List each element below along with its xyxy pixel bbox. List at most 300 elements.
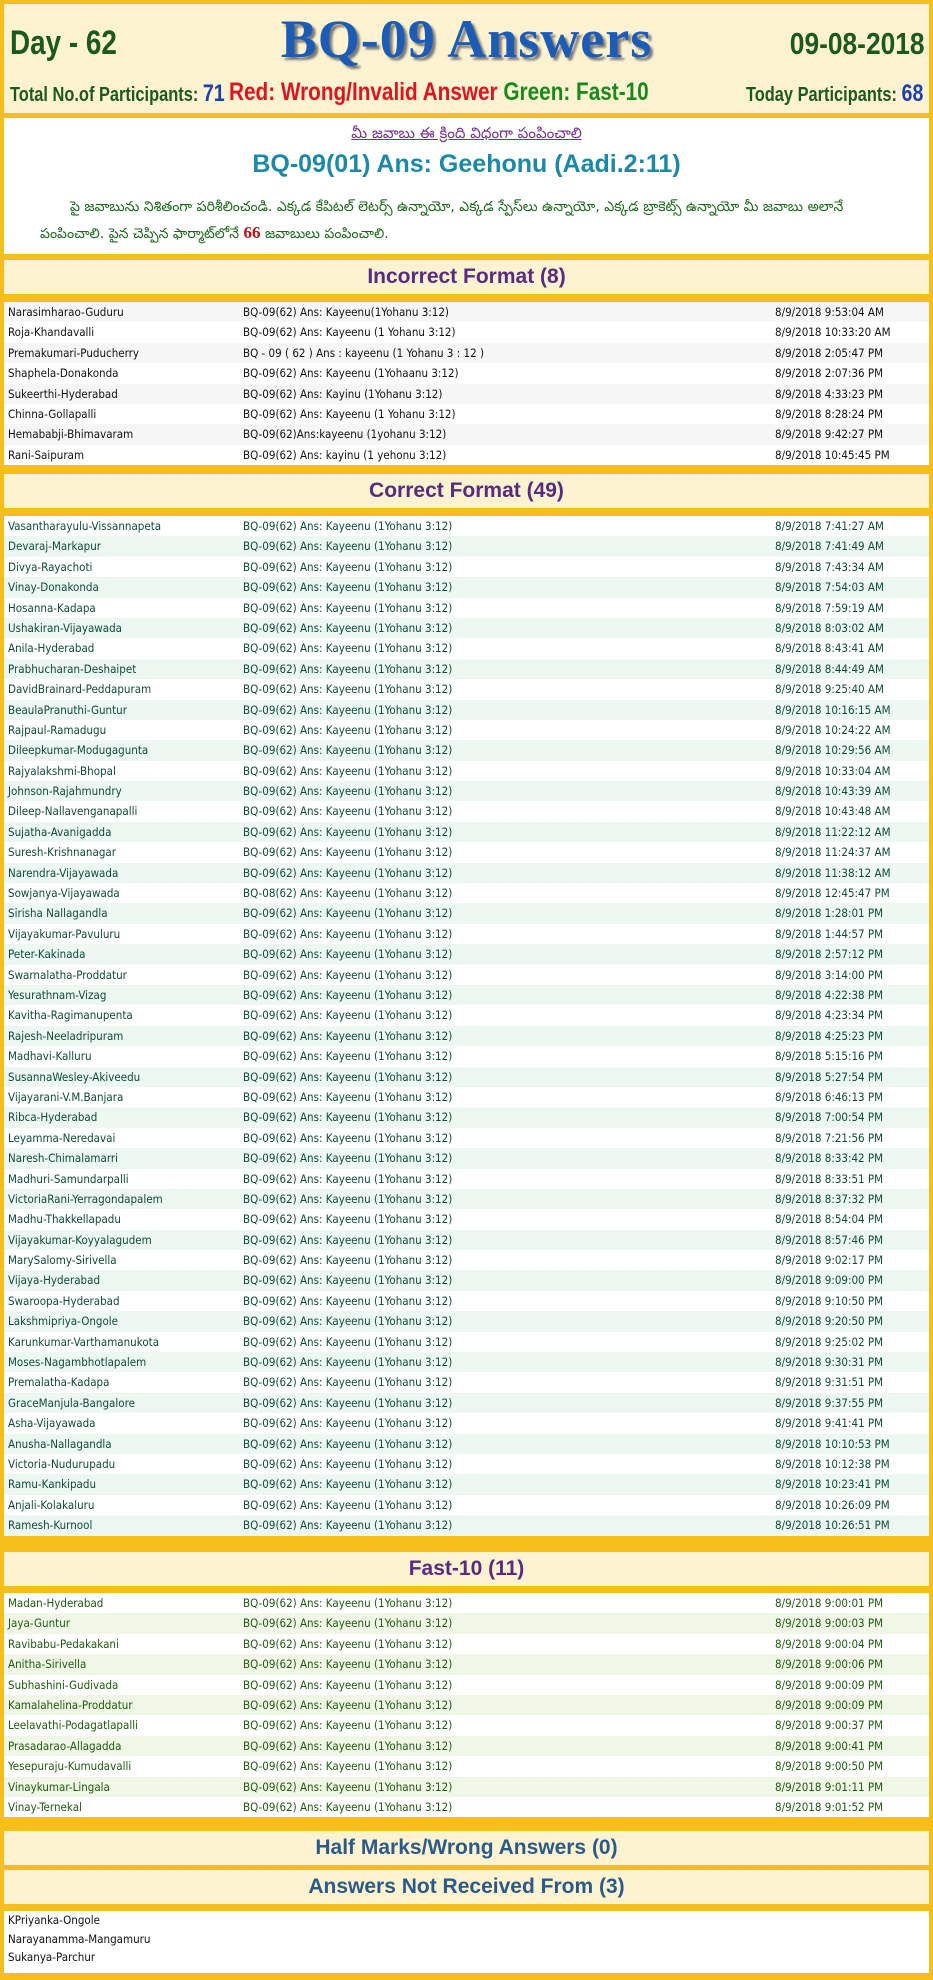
participant-name: Devaraj-Markapur: [8, 539, 102, 554]
answer-text: BQ-09(62) Ans: Kayeenu (1Yohanu 3:12): [243, 1636, 453, 1651]
submission-time: 8/9/2018 8:03:02 AM: [775, 620, 884, 635]
answer-text: BQ-09(62) Ans: Kayeenu (1Yohanu 3:12): [243, 1028, 453, 1043]
participant-name: Sirisha Nallagandla: [8, 906, 108, 921]
submission-time: 8/9/2018 10:26:51 PM: [775, 1518, 890, 1533]
submission-time: 8/9/2018 1:28:01 PM: [775, 906, 884, 921]
answer-text: BQ-09(62) Ans: Kayeenu (1Yohanu 3:12): [243, 763, 453, 778]
answer-text: BQ-09(62) Ans: Kayeenu (1Yohanu 3:12): [243, 1759, 453, 1774]
table-row: [4, 1695, 929, 1715]
answer-text: BQ-09(62) Ans: Kayeenu (1Yohanu 3:12): [243, 1049, 453, 1064]
table-row: [4, 1209, 929, 1229]
participant-name: Anjali-Kolakaluru: [8, 1497, 95, 1512]
table-row: [4, 1128, 929, 1148]
table-row: [4, 1005, 929, 1025]
answer-text: BQ-09(62) Ans: Kayeenu (1Yohanu 3:12): [243, 1738, 453, 1753]
answer-text: BQ-09(62) Ans: Kayeenu (1Yohanu 3:12): [243, 1718, 453, 1733]
table-row: [4, 1613, 929, 1633]
participant-name: Anitha-Sirivella: [8, 1657, 87, 1672]
table-row: [4, 1413, 929, 1433]
answer-text: BQ-09(62) Ans: Kayeenu (1Yohanu 3:12): [243, 1375, 453, 1390]
participant-name: Ribca-Hyderabad: [8, 1110, 98, 1125]
header-panel: [4, 4, 929, 113]
submission-time: 8/9/2018 9:25:02 PM: [775, 1334, 884, 1349]
table-row: [4, 883, 929, 903]
participant-name: Vijayakumar-Pavuluru: [8, 926, 121, 941]
instructions-text: పై జవాబును నిశితంగా పరిశీలించండి. ఎక్కడ కేపిటల్ లెటర్స్ ఉన్నాయో, ఎక్కడ స్పేస్‌లు ఉన్నాయో, ఎక్కడ బ్రాకెట్స్ ఉన్నాయో మీ జవాబు అలానే పంపించాలి. పైన చెప్పిన ఫార్మాట్‌లోనే: [40, 199, 844, 242]
table-row: [4, 618, 929, 638]
table-row: [4, 363, 929, 383]
answer-text: BQ-09(62) Ans: Kayeenu (1Yohanu 3:12): [243, 1293, 453, 1308]
participant-name: Vinay-Donakonda: [8, 580, 99, 595]
participant-name: Vijayakumar-Koyyalagudem: [8, 1232, 152, 1247]
table-row: [4, 903, 929, 923]
submission-time: 8/9/2018 9:00:37 PM: [775, 1718, 884, 1733]
participant-name: Chinna-Gollapalli: [8, 406, 97, 421]
table-row: [4, 1332, 929, 1352]
total-participants-value: 71: [202, 80, 225, 107]
answer-text: BQ-09(62) Ans: Kayeenu (1Yohanu 3:12): [243, 1497, 453, 1512]
participant-name: Yesepuraju-Kumudavalli: [8, 1759, 132, 1774]
submission-time: 8/9/2018 1:44:57 PM: [775, 926, 884, 941]
submission-time: 8/9/2018 8:54:04 PM: [775, 1212, 884, 1227]
table-row: [4, 1736, 929, 1756]
answer-text: BQ-09(62) Ans: Kayeenu (1 Yohanu 3:12): [243, 325, 456, 340]
submission-time: 8/9/2018 7:59:19 AM: [775, 600, 884, 615]
answer-text: BQ-09(62) Ans: kayinu (1 yehonu 3:12): [243, 447, 447, 462]
submission-time: 8/9/2018 7:41:27 AM: [775, 519, 884, 533]
table-row: [4, 1169, 929, 1189]
table-row: [4, 679, 929, 699]
table-row: [4, 1797, 929, 1817]
table-row: [4, 638, 929, 658]
submission-time: 8/9/2018 11:38:12 AM: [775, 865, 891, 880]
submission-time: 8/9/2018 9:53:04 AM: [775, 305, 884, 319]
answer-text: BQ-09(62) Ans: Kayeenu (1Yohanu 3:12): [243, 906, 453, 921]
submission-time: 8/9/2018 9:01:11 PM: [775, 1779, 884, 1794]
answer-text: BQ-09(62) Ans: Kayeenu(1Yohanu 3:12): [243, 305, 449, 319]
participant-name: Jaya-Guntur: [8, 1616, 71, 1631]
table-row: [4, 944, 929, 964]
participant-name: Shaphela-Donakonda: [8, 366, 119, 381]
not-received-list: [4, 1911, 929, 1973]
submission-time: 8/9/2018 6:46:13 PM: [775, 1089, 884, 1104]
submission-time: 8/9/2018 5:15:16 PM: [775, 1049, 884, 1064]
answer-text: BQ-09(62) Ans: Kayeenu (1Yohanu 3:12): [243, 1212, 453, 1227]
submission-time: 8/9/2018 4:25:23 PM: [775, 1028, 884, 1043]
answer-text: BQ-09(62) Ans: Kayeenu (1Yohanu 3:12): [243, 987, 453, 1002]
participant-name: MarySalomy-Sirivella: [8, 1253, 117, 1268]
answer-text: BQ-09(62) Ans: Kayeenu (1Yohanu 3:12): [243, 1657, 453, 1672]
color-legend: [229, 78, 649, 107]
table-row: [4, 1675, 929, 1695]
table-row: [4, 781, 929, 801]
answer-text: BQ-09(62) Ans: Kayeenu (1Yohanu 3:12): [243, 1355, 453, 1370]
participant-name: Narayanamma-Mangamuru: [8, 1931, 151, 1946]
participant-name: Sukeerthi-Hyderabad: [8, 386, 118, 401]
participant-name: Vasantharayulu-Vissannapeta: [8, 519, 162, 533]
table-row: [4, 1107, 929, 1127]
participant-name: Dileep-Nallavenganapalli: [8, 804, 138, 819]
answer-text: BQ-09(62) Ans: Kayeenu (1Yohanu 3:12): [243, 1008, 453, 1023]
answer-text: BQ-08(62) Ans: Kayeenu (1Yohanu 3:12): [243, 886, 453, 901]
participant-name: Vinay-Ternekal: [8, 1799, 82, 1814]
sample-answer: BQ-09(01) Ans: Geehonu (Aadi.2:11): [252, 150, 681, 178]
participant-name: Roja-Khandavalli: [8, 325, 95, 340]
table-row: [4, 1230, 929, 1250]
legend-red: Red: Wrong/Invalid Answer: [229, 78, 498, 106]
answer-text: BQ-09(62) Ans: Kayeenu (1Yohanu 3:12): [243, 1616, 453, 1631]
table-row: [4, 842, 929, 862]
table-row: [4, 700, 929, 720]
answer-text: BQ-09(62) Ans: Kayeenu (1Yohanu 3:12): [243, 1151, 453, 1166]
participant-name: Narendra-Vijayawada: [8, 865, 119, 880]
answer-text: BQ-09(62) Ans: Kayeenu (1Yohanu 3:12): [243, 1779, 453, 1794]
submission-time: 8/9/2018 10:23:41 PM: [775, 1477, 890, 1492]
submission-time: 8/9/2018 9:30:31 PM: [775, 1355, 884, 1370]
table-row: [4, 863, 929, 883]
answer-text: BQ-09(62) Ans: Kayeenu (1Yohanu 3:12): [243, 620, 453, 635]
answer-text: BQ-09(62) Ans: Kayeenu (1Yohanu 3:12): [243, 1130, 453, 1145]
submission-time: 8/9/2018 9:00:04 PM: [775, 1636, 884, 1651]
table-row: [4, 343, 929, 363]
table-row: [4, 1474, 929, 1494]
submission-time: 8/9/2018 9:00:09 PM: [775, 1677, 884, 1692]
participant-name: Karunkumar-Varthamanukota: [8, 1334, 160, 1349]
section-not-received: Answers Not Received From (3): [4, 1870, 929, 1904]
list-item: [4, 1948, 929, 1967]
today-participants: [746, 80, 923, 108]
submission-time: 8/9/2018 8:33:51 PM: [775, 1171, 884, 1186]
submission-time: 8/9/2018 7:21:56 PM: [775, 1130, 884, 1145]
answer-text: BQ-09(62) Ans: Kayeenu (1Yohanu 3:12): [243, 702, 453, 717]
date-label: 09-08-2018: [790, 26, 925, 61]
submission-time: 8/9/2018 9:02:17 PM: [775, 1253, 884, 1268]
submission-time: 8/9/2018 9:00:01 PM: [775, 1596, 884, 1610]
page-title: BQ-09 Answers: [280, 9, 653, 69]
table-row: [4, 404, 929, 424]
answer-text: BQ-09(62) Ans: Kayeenu (1Yohanu 3:12): [243, 824, 453, 839]
total-participants-label: Total No.of Participants:: [10, 84, 199, 106]
table-row: [4, 1311, 929, 1331]
table-row: [4, 1372, 929, 1392]
submission-time: 8/9/2018 9:41:41 PM: [775, 1416, 884, 1431]
participant-name: Hemababji-Bhimavaram: [8, 427, 134, 442]
participant-name: Hosanna-Kadapa: [8, 600, 96, 615]
participant-name: Madhu-Thakkellapadu: [8, 1212, 121, 1227]
correct-table: [4, 516, 929, 1536]
participant-name: Prabhucharan-Deshaipet: [8, 661, 137, 676]
participant-name: Peter-Kakinada: [8, 947, 86, 962]
submission-time: 8/9/2018 10:16:15 AM: [775, 702, 891, 717]
submission-time: 8/9/2018 10:33:04 AM: [775, 763, 891, 778]
submission-time: 8/9/2018 9:09:00 PM: [775, 1273, 884, 1288]
submission-time: 8/9/2018 9:00:50 PM: [775, 1759, 884, 1774]
table-row: [4, 1148, 929, 1168]
submission-time: 8/9/2018 9:00:41 PM: [775, 1738, 884, 1753]
participant-name: Ushakiran-Vijayawada: [8, 620, 123, 635]
table-row: [4, 1495, 929, 1515]
table-row: [4, 1270, 929, 1290]
legend-green: Green: Fast-10: [503, 78, 649, 106]
table-row: [4, 1087, 929, 1107]
participant-name: Naresh-Chimalamarri: [8, 1151, 119, 1166]
answer-text: BQ-09(62) Ans: Kayeenu (1Yohanu 3:12): [243, 1799, 453, 1814]
participant-name: Vinaykumar-Lingala: [8, 1779, 110, 1794]
participant-name: Swarnalatha-Proddatur: [8, 967, 127, 982]
submission-time: 8/9/2018 9:00:06 PM: [775, 1657, 884, 1672]
submission-time: 8/9/2018 2:05:47 PM: [775, 345, 884, 360]
answer-text: BQ-09(62) Ans: Kayeenu (1Yohanu 3:12): [243, 784, 453, 799]
answer-text: BQ-09(62) Ans: Kayeenu (1Yohanu 3:12): [243, 1334, 453, 1349]
answer-text: BQ-09(62) Ans: Kayeenu (1Yohanu 3:12): [243, 600, 453, 615]
submission-time: 8/9/2018 7:43:34 AM: [775, 559, 884, 574]
table-row: [4, 1715, 929, 1735]
participant-name: BeaulaPranuthi-Guntur: [8, 702, 127, 717]
section-correct-format: Correct Format (49): [4, 474, 929, 508]
table-row: [4, 1654, 929, 1674]
participant-name: Victoria-Nudurupadu: [8, 1456, 116, 1471]
participant-name: Divya-Rayachoti: [8, 559, 93, 574]
participant-name: Ramesh-Kurnool: [8, 1518, 93, 1533]
answer-text: BQ-09(62) Ans: Kayeenu (1Yohanu 3:12): [243, 1273, 453, 1288]
table-row: [4, 1067, 929, 1087]
submission-time: 8/9/2018 11:22:12 AM: [775, 824, 891, 839]
table-row: [4, 1593, 929, 1613]
submission-time: 8/9/2018 9:01:52 PM: [775, 1799, 884, 1814]
participant-name: Vijayarani-V.M.Banjara: [8, 1089, 124, 1104]
participant-name: Vijaya-Hyderabad: [8, 1273, 101, 1288]
participant-name: Swaroopa-Hyderabad: [8, 1293, 120, 1308]
submission-time: 8/9/2018 9:42:27 PM: [775, 427, 884, 442]
submission-time: 8/9/2018 10:24:22 AM: [775, 722, 891, 737]
participant-name: Dileepkumar-Modugagunta: [8, 743, 149, 758]
participant-name: SusannaWesley-Akiveedu: [8, 1069, 141, 1084]
answer-text: BQ-09(62) Ans: Kayeenu (1Yohanu 3:12): [243, 947, 453, 962]
participant-name: Suresh-Krishnanagar: [8, 845, 116, 860]
participant-name: DavidBrainard-Peddapuram: [8, 682, 152, 697]
submission-time: 8/9/2018 9:31:51 PM: [775, 1375, 884, 1390]
answer-text: BQ-09(62) Ans: Kayeenu (1Yohanu 3:12): [243, 682, 453, 697]
day-label: Day - 62: [10, 24, 117, 62]
participant-name: Prasadarao-Allagadda: [8, 1738, 122, 1753]
submission-time: 8/9/2018 10:12:38 PM: [775, 1456, 890, 1471]
table-row: [4, 1634, 929, 1654]
answer-text: BQ-09(62) Ans: Kayeenu (1Yohanu 3:12): [243, 559, 453, 574]
answer-text: BQ-09(62) Ans: Kayeenu (1Yohanu 3:12): [243, 519, 453, 533]
participant-name: Subhashini-Gudivada: [8, 1677, 119, 1692]
answer-text: BQ-09(62) Ans: Kayeenu (1Yohanu 3:12): [243, 967, 453, 982]
participant-name: Anusha-Nallagandla: [8, 1436, 112, 1451]
table-row: [4, 1189, 929, 1209]
submission-time: 8/9/2018 10:33:20 AM: [775, 325, 891, 340]
answer-text: BQ-09(62) Ans: Kayinu (1Yohanu 3:12): [243, 386, 443, 401]
participant-name: Sukanya-Parchur: [8, 1950, 96, 1964]
answer-text: BQ-09(62) Ans: Kayeenu (1Yohanu 3:12): [243, 661, 453, 676]
participant-name: Sujatha-Avanigadda: [8, 824, 112, 839]
table-row: [4, 801, 929, 821]
answer-text: BQ-09(62) Ans: Kayeenu (1Yohanu 3:12): [243, 1677, 453, 1692]
submission-time: 8/9/2018 9:10:50 PM: [775, 1293, 884, 1308]
participant-name: Kamalahelina-Proddatur: [8, 1697, 133, 1712]
submission-time: 8/9/2018 8:44:49 AM: [775, 661, 884, 676]
table-row: [4, 598, 929, 618]
participant-name: Madan-Hyderabad: [8, 1596, 104, 1610]
table-row: [4, 1393, 929, 1413]
participant-name: Moses-Nagambhotlapalem: [8, 1355, 147, 1370]
participant-name: Rajpaul-Ramadugu: [8, 722, 107, 737]
answer-text: BQ-09(62) Ans: Kayeenu (1Yohanu 3:12): [243, 1518, 453, 1533]
submission-time: 8/9/2018 4:23:34 PM: [775, 1008, 884, 1023]
section-half-marks: Half Marks/Wrong Answers (0): [4, 1831, 929, 1865]
instructions-heading: మీ జవాబు ఈ క్రింది విధంగా పంపించాలి: [351, 124, 582, 142]
answer-text: BQ-09(62) Ans: Kayeenu (1Yohanu 3:12): [243, 1253, 453, 1268]
submission-time: 8/9/2018 4:33:23 PM: [775, 386, 884, 401]
answer-text: BQ-09(62) Ans: Kayeenu (1Yohanu 3:12): [243, 1596, 453, 1610]
list-item: [4, 1911, 929, 1930]
participant-name: Madhavi-Kalluru: [8, 1049, 92, 1064]
submission-time: 8/9/2018 9:00:03 PM: [775, 1616, 884, 1631]
instructions-panel: [4, 118, 929, 254]
participant-name: Leyamma-Neredavai: [8, 1130, 116, 1145]
table-row: [4, 445, 929, 465]
table-row: [4, 1515, 929, 1535]
submission-time: 8/9/2018 10:43:48 AM: [775, 804, 891, 819]
table-row: [4, 1454, 929, 1474]
answer-text: BQ - 09 ( 62 ) Ans : kayeenu (1 Yohanu 3 : 12 ): [243, 345, 484, 360]
participant-name: Rajyalakshmi-Bhopal: [8, 763, 116, 778]
table-row: [4, 822, 929, 842]
answer-text: BQ-09(62) Ans: Kayeenu (1 Yohanu 3:12): [243, 406, 456, 421]
submission-time: 8/9/2018 9:20:50 PM: [775, 1314, 884, 1329]
table-row: [4, 1026, 929, 1046]
participant-name: Asha-Vijayawada: [8, 1416, 96, 1431]
submission-time: 8/9/2018 2:07:36 PM: [775, 366, 884, 381]
incorrect-table: [4, 302, 929, 465]
instructions-body: [40, 194, 900, 247]
total-participants: [10, 80, 225, 108]
table-row: [4, 536, 929, 556]
answer-text: BQ-09(62) Ans: Kayeenu (1Yohanu 3:12): [243, 1416, 453, 1431]
table-row: [4, 577, 929, 597]
participant-name: KPriyanka-Ongole: [8, 1913, 100, 1927]
table-row: [4, 322, 929, 342]
answer-text: BQ-09(62) Ans: Kayeenu (1Yohanu 3:12): [243, 1456, 453, 1471]
submission-time: 8/9/2018 8:37:32 PM: [775, 1191, 884, 1206]
participant-name: VictoriaRani-Yerragondapalem: [8, 1191, 163, 1206]
answer-text: BQ-09(62) Ans: Kayeenu (1Yohaanu 3:12): [243, 366, 459, 381]
table-row: [4, 557, 929, 577]
table-row: [4, 1352, 929, 1372]
submission-time: 8/9/2018 2:57:12 PM: [775, 947, 884, 962]
answer-text: BQ-09(62) Ans: Kayeenu (1Yohanu 3:12): [243, 1069, 453, 1084]
submission-time: 8/9/2018 11:24:37 AM: [775, 845, 891, 860]
table-row: [4, 924, 929, 944]
submission-time: 8/9/2018 4:22:38 PM: [775, 987, 884, 1002]
submission-time: 8/9/2018 9:00:09 PM: [775, 1697, 884, 1712]
participant-name: Madhuri-Samundarpalli: [8, 1171, 129, 1186]
submission-time: 8/9/2018 12:45:47 PM: [775, 886, 890, 901]
answer-text: BQ-09(62) Ans: Kayeenu (1Yohanu 3:12): [243, 1314, 453, 1329]
submission-time: 8/9/2018 7:00:54 PM: [775, 1110, 884, 1125]
submission-time: 8/9/2018 3:14:00 PM: [775, 967, 884, 982]
answer-text: BQ-09(62) Ans: Kayeenu (1Yohanu 3:12): [243, 1477, 453, 1492]
answer-text: BQ-09(62)Ans:kayeenu (1yohanu 3:12): [243, 427, 447, 442]
table-row: [4, 1046, 929, 1066]
table-row: [4, 720, 929, 740]
participant-name: Premalatha-Kadapa: [8, 1375, 110, 1390]
submission-time: 8/9/2018 7:41:49 AM: [775, 539, 884, 554]
answer-text: BQ-09(62) Ans: Kayeenu (1Yohanu 3:12): [243, 580, 453, 595]
answer-text: BQ-09(62) Ans: Kayeenu (1Yohanu 3:12): [243, 1395, 453, 1410]
answer-text: BQ-09(62) Ans: Kayeenu (1Yohanu 3:12): [243, 1171, 453, 1186]
instructions-count: 66: [243, 223, 261, 242]
table-row: [4, 1777, 929, 1797]
participant-name: Rani-Saipuram: [8, 447, 85, 462]
participant-name: Leelavathi-Podagatlapalli: [8, 1718, 138, 1733]
submission-time: 8/9/2018 10:10:53 PM: [775, 1436, 890, 1451]
participant-name: Yesurathnam-Vizag: [8, 987, 107, 1002]
answer-text: BQ-09(62) Ans: Kayeenu (1Yohanu 3:12): [243, 865, 453, 880]
table-row: [4, 1250, 929, 1270]
table-row: [4, 302, 929, 322]
instructions-text-end: జవాబులు పంపించాలి.: [264, 226, 389, 242]
participant-name: Sowjanya-Vijayawada: [8, 886, 120, 901]
today-participants-value: 68: [901, 80, 923, 107]
answer-text: BQ-09(62) Ans: Kayeenu (1Yohanu 3:12): [243, 743, 453, 758]
participant-name: GraceManjula-Bangalore: [8, 1395, 135, 1410]
answer-text: BQ-09(62) Ans: Kayeenu (1Yohanu 3:12): [243, 1110, 453, 1125]
submission-time: 8/9/2018 5:27:54 PM: [775, 1069, 884, 1084]
submission-time: 8/9/2018 7:54:03 AM: [775, 580, 884, 595]
participant-name: Johnson-Rajahmundry: [8, 784, 122, 799]
section-incorrect-format: Incorrect Format (8): [4, 260, 929, 294]
participant-name: Anila-Hyderabad: [8, 641, 95, 656]
participant-name: Lakshmipriya-Ongole: [8, 1314, 119, 1329]
submission-time: 8/9/2018 8:28:24 PM: [775, 406, 884, 421]
submission-time: 8/9/2018 8:57:46 PM: [775, 1232, 884, 1247]
table-row: [4, 516, 929, 536]
answer-text: BQ-09(62) Ans: Kayeenu (1Yohanu 3:12): [243, 722, 453, 737]
table-row: [4, 985, 929, 1005]
table-row: [4, 424, 929, 444]
table-row: [4, 965, 929, 985]
submission-time: 8/9/2018 8:33:42 PM: [775, 1151, 884, 1166]
answer-text: BQ-09(62) Ans: Kayeenu (1Yohanu 3:12): [243, 641, 453, 656]
table-row: [4, 1756, 929, 1776]
table-row: [4, 1291, 929, 1311]
table-row: [4, 761, 929, 781]
submission-time: 8/9/2018 9:25:40 AM: [775, 682, 884, 697]
table-row: [4, 740, 929, 760]
list-item: [4, 1930, 929, 1949]
participant-name: Kavitha-Ragimanupenta: [8, 1008, 133, 1023]
submission-time: 8/9/2018 10:43:39 AM: [775, 784, 891, 799]
answer-text: BQ-09(62) Ans: Kayeenu (1Yohanu 3:12): [243, 1232, 453, 1247]
submission-time: 8/9/2018 10:29:56 AM: [775, 743, 891, 758]
section-fast-10: Fast-10 (11): [4, 1552, 929, 1586]
submission-time: 8/9/2018 8:43:41 AM: [775, 641, 884, 656]
participant-name: Narasimharao-Guduru: [8, 305, 124, 319]
participant-name: Rajesh-Neeladripuram: [8, 1028, 124, 1043]
table-row: [4, 659, 929, 679]
answer-text: BQ-09(62) Ans: Kayeenu (1Yohanu 3:12): [243, 1191, 453, 1206]
answer-text: BQ-09(62) Ans: Kayeenu (1Yohanu 3:12): [243, 1436, 453, 1451]
participant-name: Premakumari-Puducherry: [8, 345, 140, 360]
answer-text: BQ-09(62) Ans: Kayeenu (1Yohanu 3:12): [243, 926, 453, 941]
answer-text: BQ-09(62) Ans: Kayeenu (1Yohanu 3:12): [243, 1697, 453, 1712]
participant-name: Ramu-Kankipadu: [8, 1477, 97, 1492]
fast-table: [4, 1593, 929, 1817]
